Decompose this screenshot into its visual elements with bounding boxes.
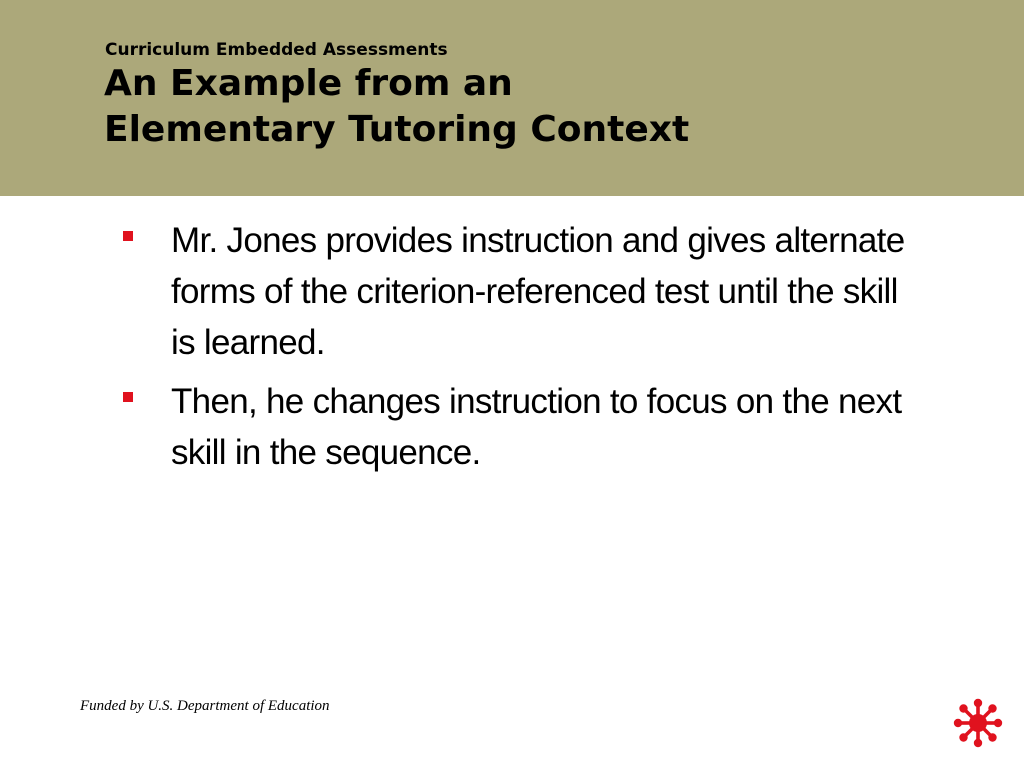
bullet-list: [0, 215, 1024, 486]
bullet-square-icon: [123, 231, 133, 241]
slide-subtitle: Curriculum Embedded Assessments: [105, 40, 448, 60]
bullet-item: [0, 376, 1024, 478]
slide-title-line-2: Elementary Tutoring Context: [104, 109, 690, 150]
bullet-item: [0, 215, 1024, 368]
footer-funding-note: Funded by U.S. Department of Education: [80, 698, 330, 714]
bullet-text: Mr. Jones provides instruction and gives alternate forms of the criterion-referenced test until the skill is learned.: [171, 221, 905, 362]
bullet-text: Then, he changes instruction to focus on the next skill in the sequence.: [171, 382, 902, 472]
slide-title-line-1: An Example from an: [104, 63, 513, 104]
slide-title: [104, 61, 689, 153]
bullet-square-icon: [123, 392, 133, 402]
red-star-burst-icon: [952, 697, 1004, 749]
